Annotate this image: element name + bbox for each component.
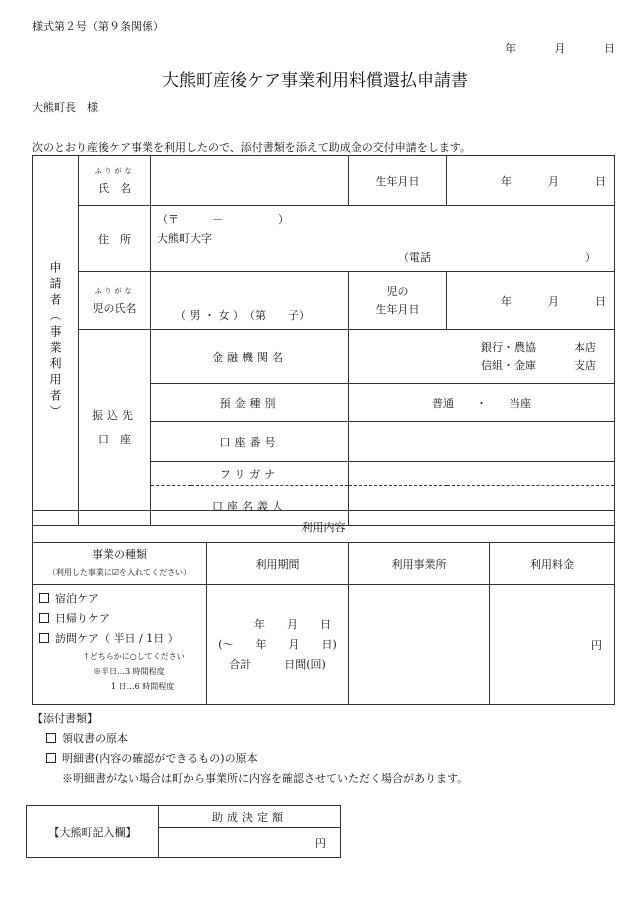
half-day-note: ※半日…3 時間程度 — [93, 667, 165, 676]
submission-date — [505, 40, 615, 56]
addressee: 大熊町長 様 — [32, 101, 98, 114]
service-type-header: 事業の種類 （利用した事業に☑を入れてください） — [33, 543, 207, 585]
date-year-label: 年 — [505, 42, 516, 55]
circle-note: ↑どちらかに○してください — [83, 652, 185, 661]
account-number-label: 口座番号 — [151, 422, 349, 462]
full-day-note: 1 日…6 時間程度 — [111, 682, 175, 691]
name-label-cell: ふりがな 氏 名 — [79, 156, 151, 206]
intro-text: 次のとおり産後ケア事業を利用したので、添付書類を添えて助成金の交付申請をします。 — [32, 141, 471, 154]
option-home-visit-care[interactable]: 訪問ケア（ 半日 / 1日 ） — [39, 629, 200, 649]
checkbox-icon[interactable] — [46, 753, 56, 763]
usage-period-field[interactable]: 年 月 日 (～ 年 月 日) 合計 日間(回) — [207, 585, 349, 705]
attachment-note: ※明細書がない場合は町から事業所に内容を確認させていただく場合があります。 — [62, 772, 469, 785]
transfer-account-label: 振込先 口 座 — [79, 330, 151, 526]
fee-header: 利用料金 — [490, 543, 615, 585]
applicant-section-label: 申請者（事業利用者） — [33, 156, 79, 526]
birthdate-field[interactable]: 年 月 日 — [447, 156, 615, 206]
deposit-type-label: 預金種別 — [151, 384, 349, 422]
child-name-field[interactable] — [151, 272, 349, 330]
attachment-receipt[interactable]: 領収書の原本 — [46, 730, 128, 746]
decision-amount-label: 助成決定額 — [159, 806, 341, 828]
checkbox-icon[interactable] — [39, 633, 49, 643]
date-day-label: 日 — [604, 42, 615, 55]
child-name-label-cell: ふりがな 児の氏名 — [79, 272, 151, 330]
child-gender-birth-order[interactable]: （ 男 ・ 女 ） （第 子） — [175, 309, 310, 322]
bank-name-label: 金融機関名 — [151, 330, 349, 384]
form-number: 様式第２号（第９条関係） — [32, 20, 164, 33]
address-prefix: 大熊町大字 — [157, 232, 212, 245]
deposit-type-options[interactable]: 普通 ・ 当座 — [349, 384, 615, 422]
account-number-field[interactable] — [349, 422, 615, 462]
facility-header: 利用事業所 — [349, 543, 490, 585]
option-day-care[interactable]: 日帰りケア — [39, 609, 200, 629]
facility-field[interactable] — [349, 585, 490, 705]
checkbox-icon[interactable] — [39, 593, 49, 603]
applicant-table — [32, 155, 615, 526]
name-label: 氏 名 — [98, 181, 131, 195]
office-use-table — [26, 805, 341, 858]
phone-field[interactable]: （電話 ） — [398, 251, 596, 264]
usage-table — [32, 510, 615, 705]
child-name-label: 児の氏名 — [92, 301, 137, 315]
name-field[interactable] — [151, 156, 349, 206]
attachments-heading: 【添付書類】 — [32, 712, 98, 725]
address-field[interactable] — [151, 206, 615, 272]
account-holder-kana-label: フリガナ — [151, 462, 349, 486]
checkbox-icon[interactable] — [46, 733, 56, 743]
checkbox-icon[interactable] — [39, 613, 49, 623]
usage-period-header: 利用期間 — [207, 543, 349, 585]
account-holder-label: 口座名義人 — [151, 486, 349, 526]
decision-amount-field[interactable]: 円 — [159, 828, 341, 858]
document-title: 大熊町産後ケア事業利用料償還払申請書 — [162, 71, 468, 91]
attachment-statement[interactable]: 明細書(内容の確認ができるもの)の原本 — [46, 750, 258, 766]
option-overnight-care[interactable]: 宿泊ケア — [39, 589, 200, 609]
fee-field[interactable]: 円 — [490, 585, 615, 705]
office-use-label: 【大熊町記入欄】 — [27, 806, 159, 858]
bank-name-field[interactable]: 銀行・農協 本店 信組・金庫 支店 — [349, 330, 615, 384]
usage-header: 利用内容 — [33, 511, 615, 543]
child-birthdate-label: 児の 生年月日 — [349, 272, 447, 330]
child-birthdate-field[interactable]: 年 月 日 — [447, 272, 615, 330]
service-type-options — [33, 585, 207, 705]
postal-code: （〒 － ） — [157, 213, 289, 226]
account-holder-kana-field[interactable] — [349, 462, 615, 486]
address-label: 住 所 — [79, 206, 151, 272]
date-month-label: 月 — [554, 42, 566, 55]
birthdate-label: 生年月日 — [349, 156, 447, 206]
